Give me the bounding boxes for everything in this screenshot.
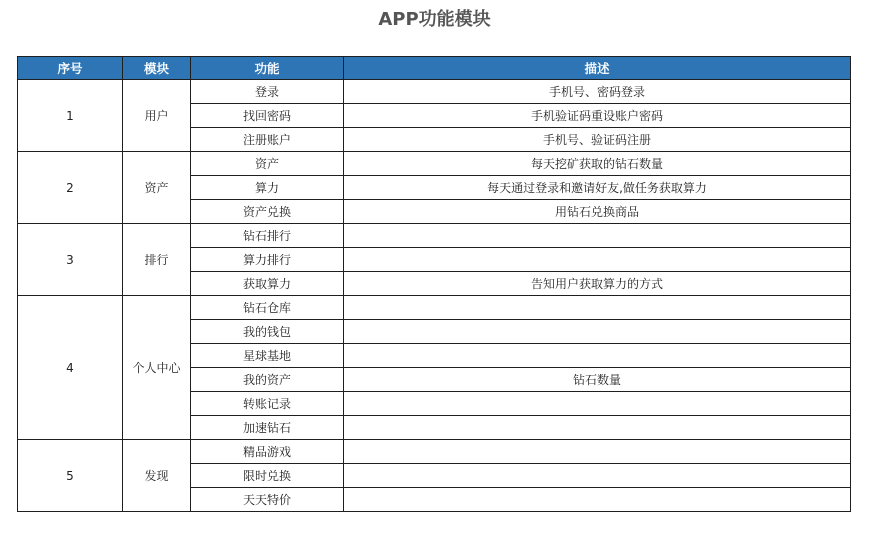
description-cell (344, 320, 851, 344)
description-cell (344, 224, 851, 248)
feature-cell: 星球基地 (191, 344, 344, 368)
description-cell (344, 416, 851, 440)
module-name-cell: 发现 (123, 440, 191, 512)
description-cell: 手机号、验证码注册 (344, 128, 851, 152)
feature-cell: 加速钻石 (191, 416, 344, 440)
feature-cell: 限时兑换 (191, 464, 344, 488)
table-header-row (18, 57, 851, 80)
feature-cell: 注册账户 (191, 128, 344, 152)
feature-cell: 算力排行 (191, 248, 344, 272)
feature-cell: 资产 (191, 152, 344, 176)
feature-cell: 我的钱包 (191, 320, 344, 344)
feature-cell: 钻石排行 (191, 224, 344, 248)
table-row (18, 80, 851, 104)
description-cell (344, 248, 851, 272)
description-cell (344, 344, 851, 368)
module-name-cell: 用户 (123, 80, 191, 152)
table-row (18, 440, 851, 464)
description-cell: 手机号、密码登录 (344, 80, 851, 104)
feature-module-table (17, 56, 851, 512)
header-index: 序号 (18, 57, 123, 80)
group-index-cell: 3 (18, 224, 123, 296)
description-cell (344, 488, 851, 512)
description-cell (344, 440, 851, 464)
feature-cell: 精品游戏 (191, 440, 344, 464)
description-cell (344, 464, 851, 488)
description-cell: 手机验证码重设账户密码 (344, 104, 851, 128)
feature-cell: 登录 (191, 80, 344, 104)
feature-cell: 天天特价 (191, 488, 344, 512)
header-module: 模块 (123, 57, 191, 80)
group-index-cell: 1 (18, 80, 123, 152)
header-description: 描述 (344, 57, 851, 80)
table-body (18, 80, 851, 512)
feature-cell: 转账记录 (191, 392, 344, 416)
feature-cell: 算力 (191, 176, 344, 200)
module-name-cell: 个人中心 (123, 296, 191, 440)
description-cell (344, 392, 851, 416)
feature-cell: 获取算力 (191, 272, 344, 296)
group-index-cell: 4 (18, 296, 123, 440)
feature-cell: 资产兑换 (191, 200, 344, 224)
header-feature: 功能 (191, 57, 344, 80)
table-row (18, 296, 851, 320)
description-cell: 每天通过登录和邀请好友,做任务获取算力 (344, 176, 851, 200)
description-cell: 用钻石兑换商品 (344, 200, 851, 224)
table-row (18, 152, 851, 176)
description-cell: 每天挖矿获取的钻石数量 (344, 152, 851, 176)
description-cell: 告知用户获取算力的方式 (344, 272, 851, 296)
table-row (18, 224, 851, 248)
module-name-cell: 资产 (123, 152, 191, 224)
feature-cell: 我的资产 (191, 368, 344, 392)
feature-cell: 钻石仓库 (191, 296, 344, 320)
description-cell (344, 296, 851, 320)
group-index-cell: 2 (18, 152, 123, 224)
description-cell: 钻石数量 (344, 368, 851, 392)
feature-cell: 找回密码 (191, 104, 344, 128)
module-name-cell: 排行 (123, 224, 191, 296)
group-index-cell: 5 (18, 440, 123, 512)
document-title: APP功能模块 (378, 9, 491, 30)
